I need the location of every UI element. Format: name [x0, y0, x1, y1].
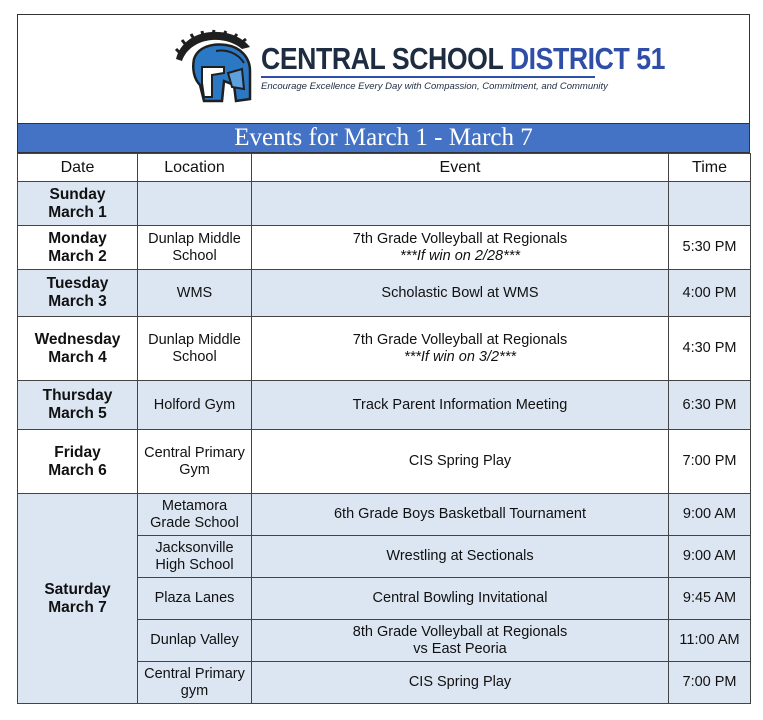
event-cell: CIS Spring Play — [252, 430, 669, 494]
location-cell: Dunlap Valley — [138, 620, 252, 662]
time-cell: 9:45 AM — [669, 578, 751, 620]
event-cell: 7th Grade Volleyball at Regionals ***If win on 2/28*** — [252, 226, 669, 270]
column-header-date: Date — [18, 154, 138, 182]
column-header-location: Location — [138, 154, 252, 182]
event-cell: Central Bowling Invitational — [252, 578, 669, 620]
date-cell: Thursday March 5 — [18, 381, 138, 430]
event-cell: 8th Grade Volleyball at Regionals vs East Peoria — [252, 620, 669, 662]
date-cell: Wednesday March 4 — [18, 317, 138, 381]
table-row — [18, 226, 751, 270]
location-cell: Plaza Lanes — [138, 578, 252, 620]
column-header-event: Event — [252, 154, 669, 182]
date-cell: Sunday March 1 — [18, 182, 138, 226]
table-row — [18, 270, 751, 317]
time-cell — [669, 182, 751, 226]
tagline: Encourage Excellence Every Day with Compassion, Commitment, and Community — [261, 81, 608, 92]
location-cell: Jacksonville High School — [138, 536, 252, 578]
location-cell: Dunlap Middle School — [138, 226, 252, 270]
time-cell: 4:00 PM — [669, 270, 751, 317]
location-cell: Dunlap Middle School — [138, 317, 252, 381]
location-cell — [138, 182, 252, 226]
date-cell: Friday March 6 — [18, 430, 138, 494]
location-cell: Central Primary gym — [138, 662, 252, 704]
event-cell: 7th Grade Volleyball at Regionals ***If win on 3/2*** — [252, 317, 669, 381]
district-name: CENTRAL SCHOOL DISTRICT 51 — [261, 41, 666, 76]
time-cell: 7:00 PM — [669, 662, 751, 704]
time-cell: 6:30 PM — [669, 381, 751, 430]
time-cell: 5:30 PM — [669, 226, 751, 270]
event-cell — [252, 182, 669, 226]
event-cell: CIS Spring Play — [252, 662, 669, 704]
table-row — [18, 317, 751, 381]
events-table — [17, 153, 751, 704]
event-cell: 6th Grade Boys Basketball Tournament — [252, 494, 669, 536]
date-cell: Monday March 2 — [18, 226, 138, 270]
location-cell: Holford Gym — [138, 381, 252, 430]
location-cell: Metamora Grade School — [138, 494, 252, 536]
column-header-time: Time — [669, 154, 751, 182]
time-cell: 9:00 AM — [669, 536, 751, 578]
flyer — [17, 14, 750, 704]
table-row — [18, 381, 751, 430]
events-banner: Events for March 1 - March 7 — [18, 123, 749, 153]
time-cell: 11:00 AM — [669, 620, 751, 662]
time-cell: 7:00 PM — [669, 430, 751, 494]
table-row — [18, 430, 751, 494]
table-row — [18, 182, 751, 226]
event-cell: Track Parent Information Meeting — [252, 381, 669, 430]
location-cell: WMS — [138, 270, 252, 317]
date-cell: Tuesday March 3 — [18, 270, 138, 317]
event-cell: Scholastic Bowl at WMS — [252, 270, 669, 317]
event-cell: Wrestling at Sectionals — [252, 536, 669, 578]
table-header-row — [18, 154, 751, 182]
header — [18, 15, 749, 123]
table-row — [18, 494, 751, 536]
location-cell: Central Primary Gym — [138, 430, 252, 494]
title-rule — [261, 76, 595, 78]
time-cell: 4:30 PM — [669, 317, 751, 381]
time-cell: 9:00 AM — [669, 494, 751, 536]
spartan-helmet-icon — [172, 29, 254, 105]
date-cell-saturday: Saturday March 7 — [18, 494, 138, 704]
